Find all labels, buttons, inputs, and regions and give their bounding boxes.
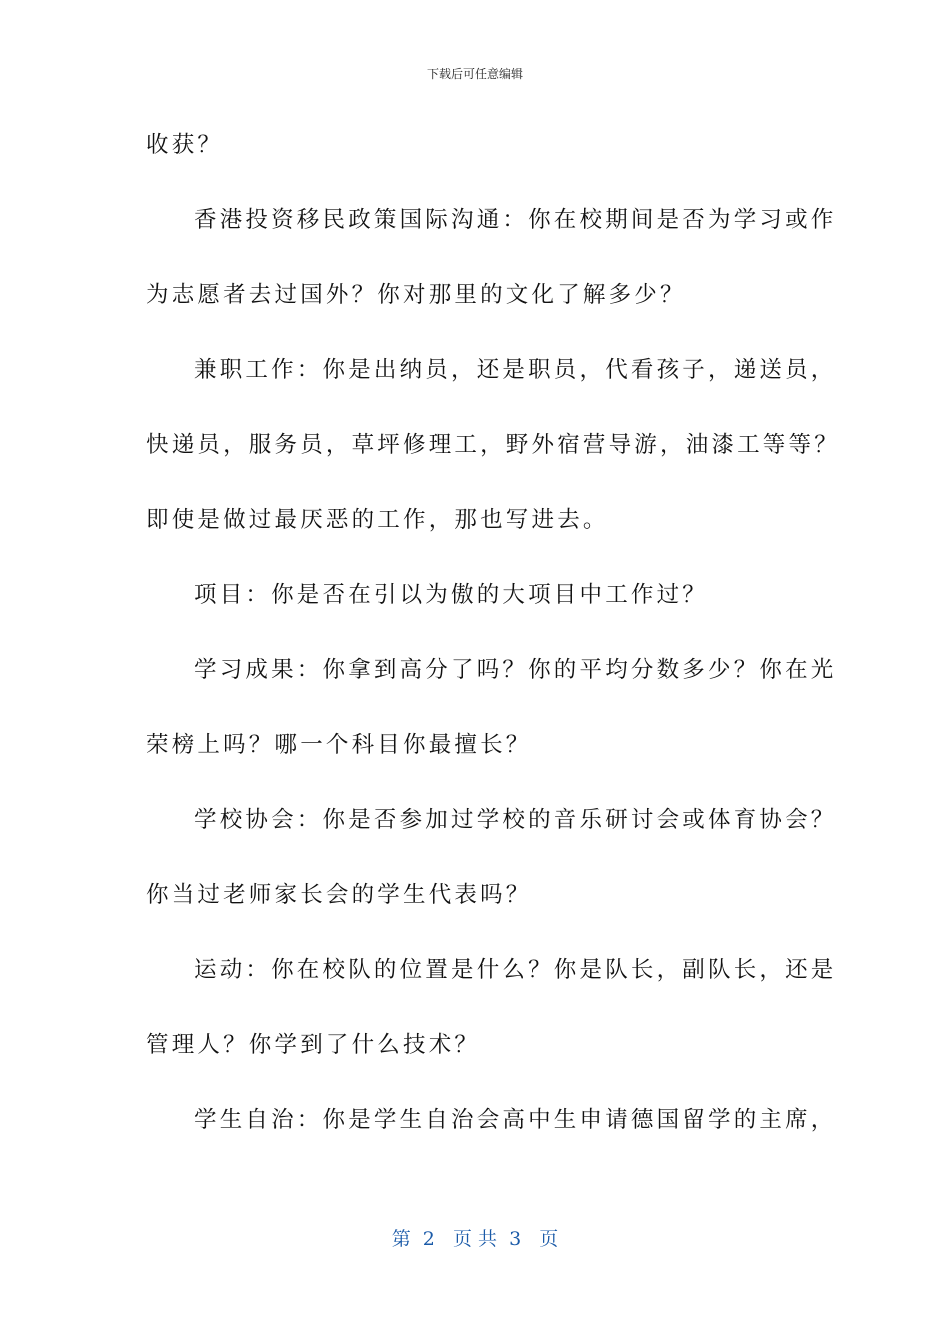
text-line-11: 你当过老师家长会的学生代表吗？ xyxy=(146,882,532,908)
text-line-7: 项目：你是否在引以为傲的大项目中工作过？ xyxy=(194,582,709,608)
text-line-5: 快递员，服务员，草坪修理工，野外宿营导游，油漆工等等？ xyxy=(146,432,840,458)
text-line-12: 运动：你在校队的位置是什么？你是队长，副队长，还是 xyxy=(194,957,837,983)
page-footer: 第 2 页 共 3 页 xyxy=(391,1228,559,1250)
text-line-9: 荣榜上吗？哪一个科目你最擅长？ xyxy=(146,732,532,758)
text-line-2: 香港投资移民政策国际沟通：你在校期间是否为学习或作 xyxy=(194,207,837,233)
text-line-3: 为志愿者去过国外？你对那里的文化了解多少？ xyxy=(146,282,686,308)
text-line-8: 学习成果：你拿到高分了吗？你的平均分数多少？你在光 xyxy=(194,657,837,683)
text-line-14: 学生自治：你是学生自治会高中生申请德国留学的主席， xyxy=(194,1107,837,1133)
text-line-4: 兼职工作：你是出纳员，还是职员，代看孩子，递送员， xyxy=(194,357,837,383)
text-line-1: 收获？ xyxy=(146,132,224,158)
document-body xyxy=(146,124,840,1174)
text-line-6: 即使是做过最厌恶的工作，那也写进去。 xyxy=(146,507,609,533)
page-header: 下载后可任意编辑 xyxy=(426,67,523,81)
text-line-13: 管理人？你学到了什么技术？ xyxy=(146,1032,481,1058)
text-line-10: 学校协会：你是否参加过学校的音乐研讨会或体育协会？ xyxy=(194,807,837,833)
